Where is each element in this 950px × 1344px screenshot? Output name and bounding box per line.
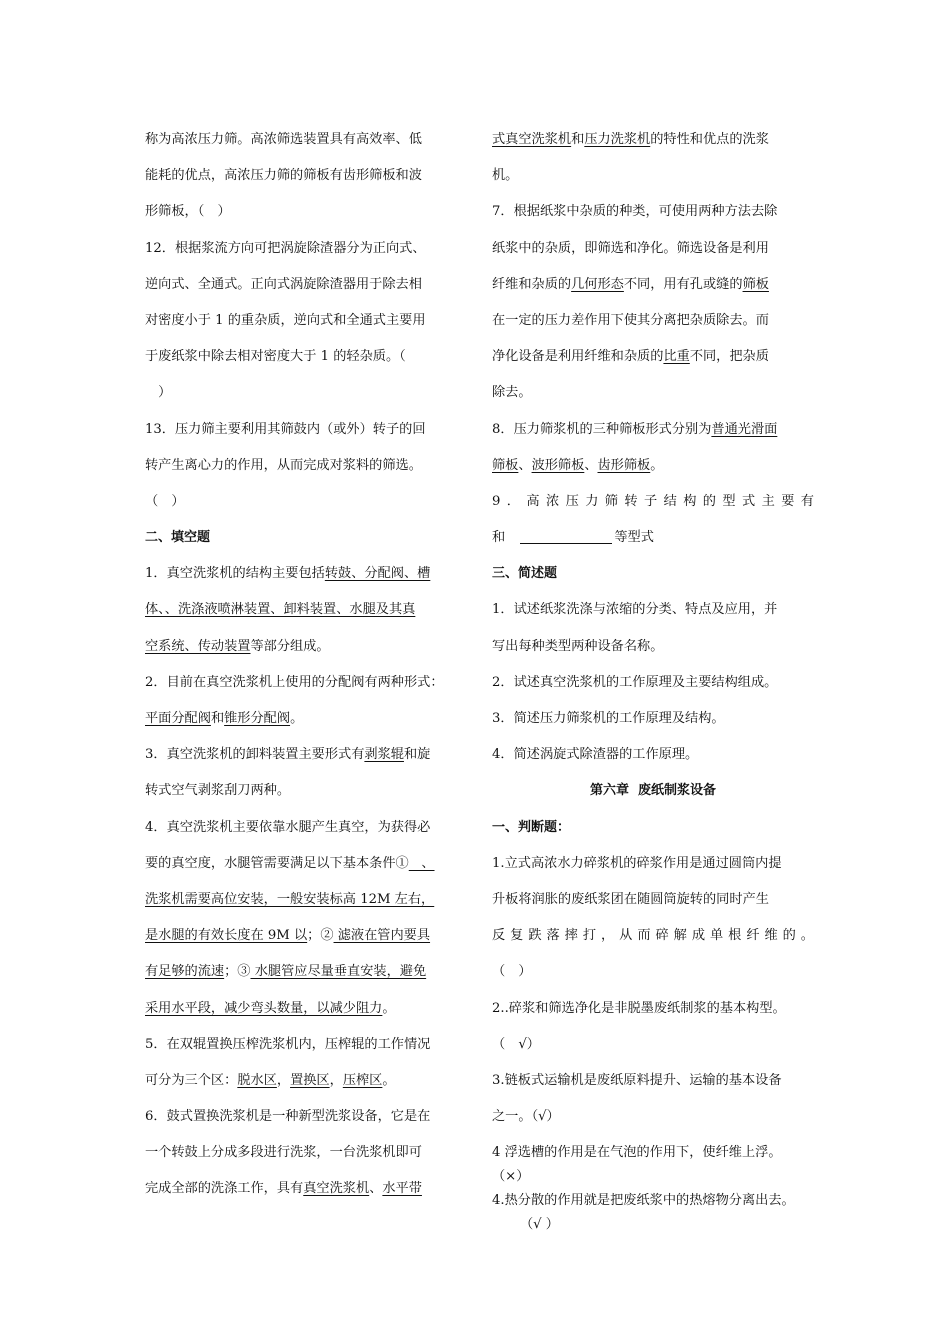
short-question-4: 4．简述涡旋式除渣器的工作原理。 (492, 747, 699, 763)
text-line: 升板将润胀的废纸浆团在随圆筒旋转的同时产生 (492, 891, 769, 907)
section-heading-fill-blank: 二、填空题 (145, 530, 211, 546)
short-question-1: 1．试述纸浆洗涤与浓缩的分类、特点及应用，并 (492, 602, 778, 618)
text-line: 转产生离心力的作用，从而完成对浆料的筛选。 (145, 457, 422, 473)
text-line: 可分为三个区：脱水区，置换区，压榨区。 (145, 1072, 396, 1088)
short-question-2: 2．试述真空洗浆机的工作原理及主要结构组成。 (492, 674, 778, 690)
text-line: 纸浆中的杂质，即筛选和净化。筛选设备是利用 (492, 240, 769, 256)
text-line: （√ ） (520, 1217, 559, 1233)
text-line: 于废纸浆中除去相对密度大于 1 的轻杂质。（ (145, 349, 406, 365)
text-line: 能耗的优点，高浓压力筛的筛板有齿形筛板和波 (145, 168, 422, 184)
left-column (145, 122, 467, 1208)
right-column (492, 122, 814, 1237)
text-line: 平面分配阀和锥形分配阀。 (145, 711, 304, 726)
text-line: 称为高浓压力筛。高浓筛选装置具有高效率、低 (145, 132, 422, 147)
text-line: （ ） (145, 493, 185, 509)
section-heading-true-false: 一、判断题： (492, 819, 571, 835)
judge-question-4b: 4.热分散的作用就是把废纸浆中的热熔物分离出去。 (492, 1193, 795, 1209)
text-line: （ ） (492, 964, 532, 980)
text-line: 反复跌落摔打，从而碎解成单根纤维的。 (492, 928, 814, 944)
fill-question-4: 4．真空洗浆机主要依靠水腿产生真空，为获得必 (145, 819, 431, 835)
text-line: 有足够的流速；③ 水腿管应尽量垂直安装，避免 (145, 964, 427, 980)
text-line: 一个转鼓上分成多段进行洗浆，一台洗浆机即可 (145, 1145, 422, 1161)
fill-question-2: 2．目前在真空洗浆机上使用的分配阀有两种形式： (145, 674, 444, 690)
text-line: 要的真空度，水腿管需要满足以下基本条件① 、 (145, 855, 435, 871)
text-line: 洗浆机需要高位安装，一般安装标高 12M 左右， (145, 891, 435, 907)
fill-question-5: 5．在双辊置换压榨洗浆机内，压榨辊的工作情况 (145, 1036, 431, 1052)
answer-blank (520, 527, 612, 544)
section-heading-short-answer: 三、简述题 (492, 566, 558, 582)
text-line: 体、、洗涤液喷淋装置、卸料装置、水腿及其真 (145, 602, 416, 618)
text-line: 净化设备是利用纤维和杂质的比重不同，把杂质 (492, 349, 769, 365)
fill-question-6: 6．鼓式置换洗浆机是一种新型洗浆设备，它是在 (145, 1109, 431, 1125)
text-line: 采用水平段，减少弯头数量，以减少阻力。 (145, 1000, 396, 1016)
text-line: （ √） (492, 1036, 540, 1052)
short-question-3: 3．简述压力筛浆机的工作原理及结构。 (492, 711, 725, 726)
judge-question-3: 3.链板式运输机是废纸原料提升、运输的基本设备 (492, 1072, 782, 1088)
text-line: 机。 (492, 168, 519, 184)
text-line: 和 等型式 (492, 520, 814, 556)
judge-question-4: 4 浮选槽的作用是在气泡的作用下，使纤维上浮。 (492, 1145, 782, 1161)
text-line: 转式空气剥浆刮刀两种。 (145, 783, 291, 799)
fill-question-9: 9．高浓压力筛转子结构的型式主要有 (492, 493, 814, 509)
fill-question-3: 3．真空洗浆机的卸料装置主要形式有剥浆辊和旋 (145, 747, 431, 763)
text-line: 空系统、传动装置等部分组成。 (145, 638, 330, 654)
question-12: 12．根据浆流方向可把涡旋除渣器分为正向式、 (145, 240, 426, 256)
text-line: 对密度小于 1 的重杂质，逆向式和全通式主要用 (145, 312, 426, 328)
chapter-title: 第六章 废纸制浆设备 (589, 783, 717, 799)
fill-question-7: 7．根据纸浆中杂质的种类，可使用两种方法去除 (492, 204, 778, 220)
question-13: 13．压力筛主要利用其筛鼓内（或外）转子的回 (145, 421, 426, 437)
judge-question-1: 1.立式高浓水力碎浆机的碎浆作用是通过圆筒内提 (492, 855, 782, 871)
text-line: 除去。 (492, 385, 532, 401)
text-line: （×） (492, 1169, 530, 1185)
text-line: 逆向式、全通式。正向式涡旋除渣器用于除去相 (145, 276, 422, 292)
text-line: 形筛板，（ ） (145, 204, 231, 220)
text-line: 写出每种类型两种设备名称。 (492, 638, 664, 654)
text-line: 纤维和杂质的几何形态不同，用有孔或缝的筛板 (492, 276, 769, 292)
text-line: 之一。（√） (492, 1109, 560, 1125)
text-line: 是水腿的有效长度在 9M 以；② 滤液在管内要具 (145, 928, 431, 944)
text-line: 式真空洗浆机和压力洗浆机的特性和优点的洗浆 (492, 132, 769, 147)
text-line: 完成全部的洗涤工作，具有真空洗浆机、水平带 (145, 1181, 422, 1197)
text-line: ） (145, 385, 172, 401)
text-line: 在一定的压力差作用下使其分离把杂质除去。而 (492, 312, 769, 328)
fill-question-1: 1．真空洗浆机的结构主要包括转鼓、分配阀、槽 (145, 566, 431, 582)
fill-question-8: 8．压力筛浆机的三种筛板形式分别为普通光滑面 (492, 421, 778, 437)
text-line: 筛板、波形筛板、齿形筛板。 (492, 457, 664, 473)
judge-question-2: 2..碎浆和筛选净化是非脱墨废纸制浆的基本构型。 (492, 1000, 786, 1016)
